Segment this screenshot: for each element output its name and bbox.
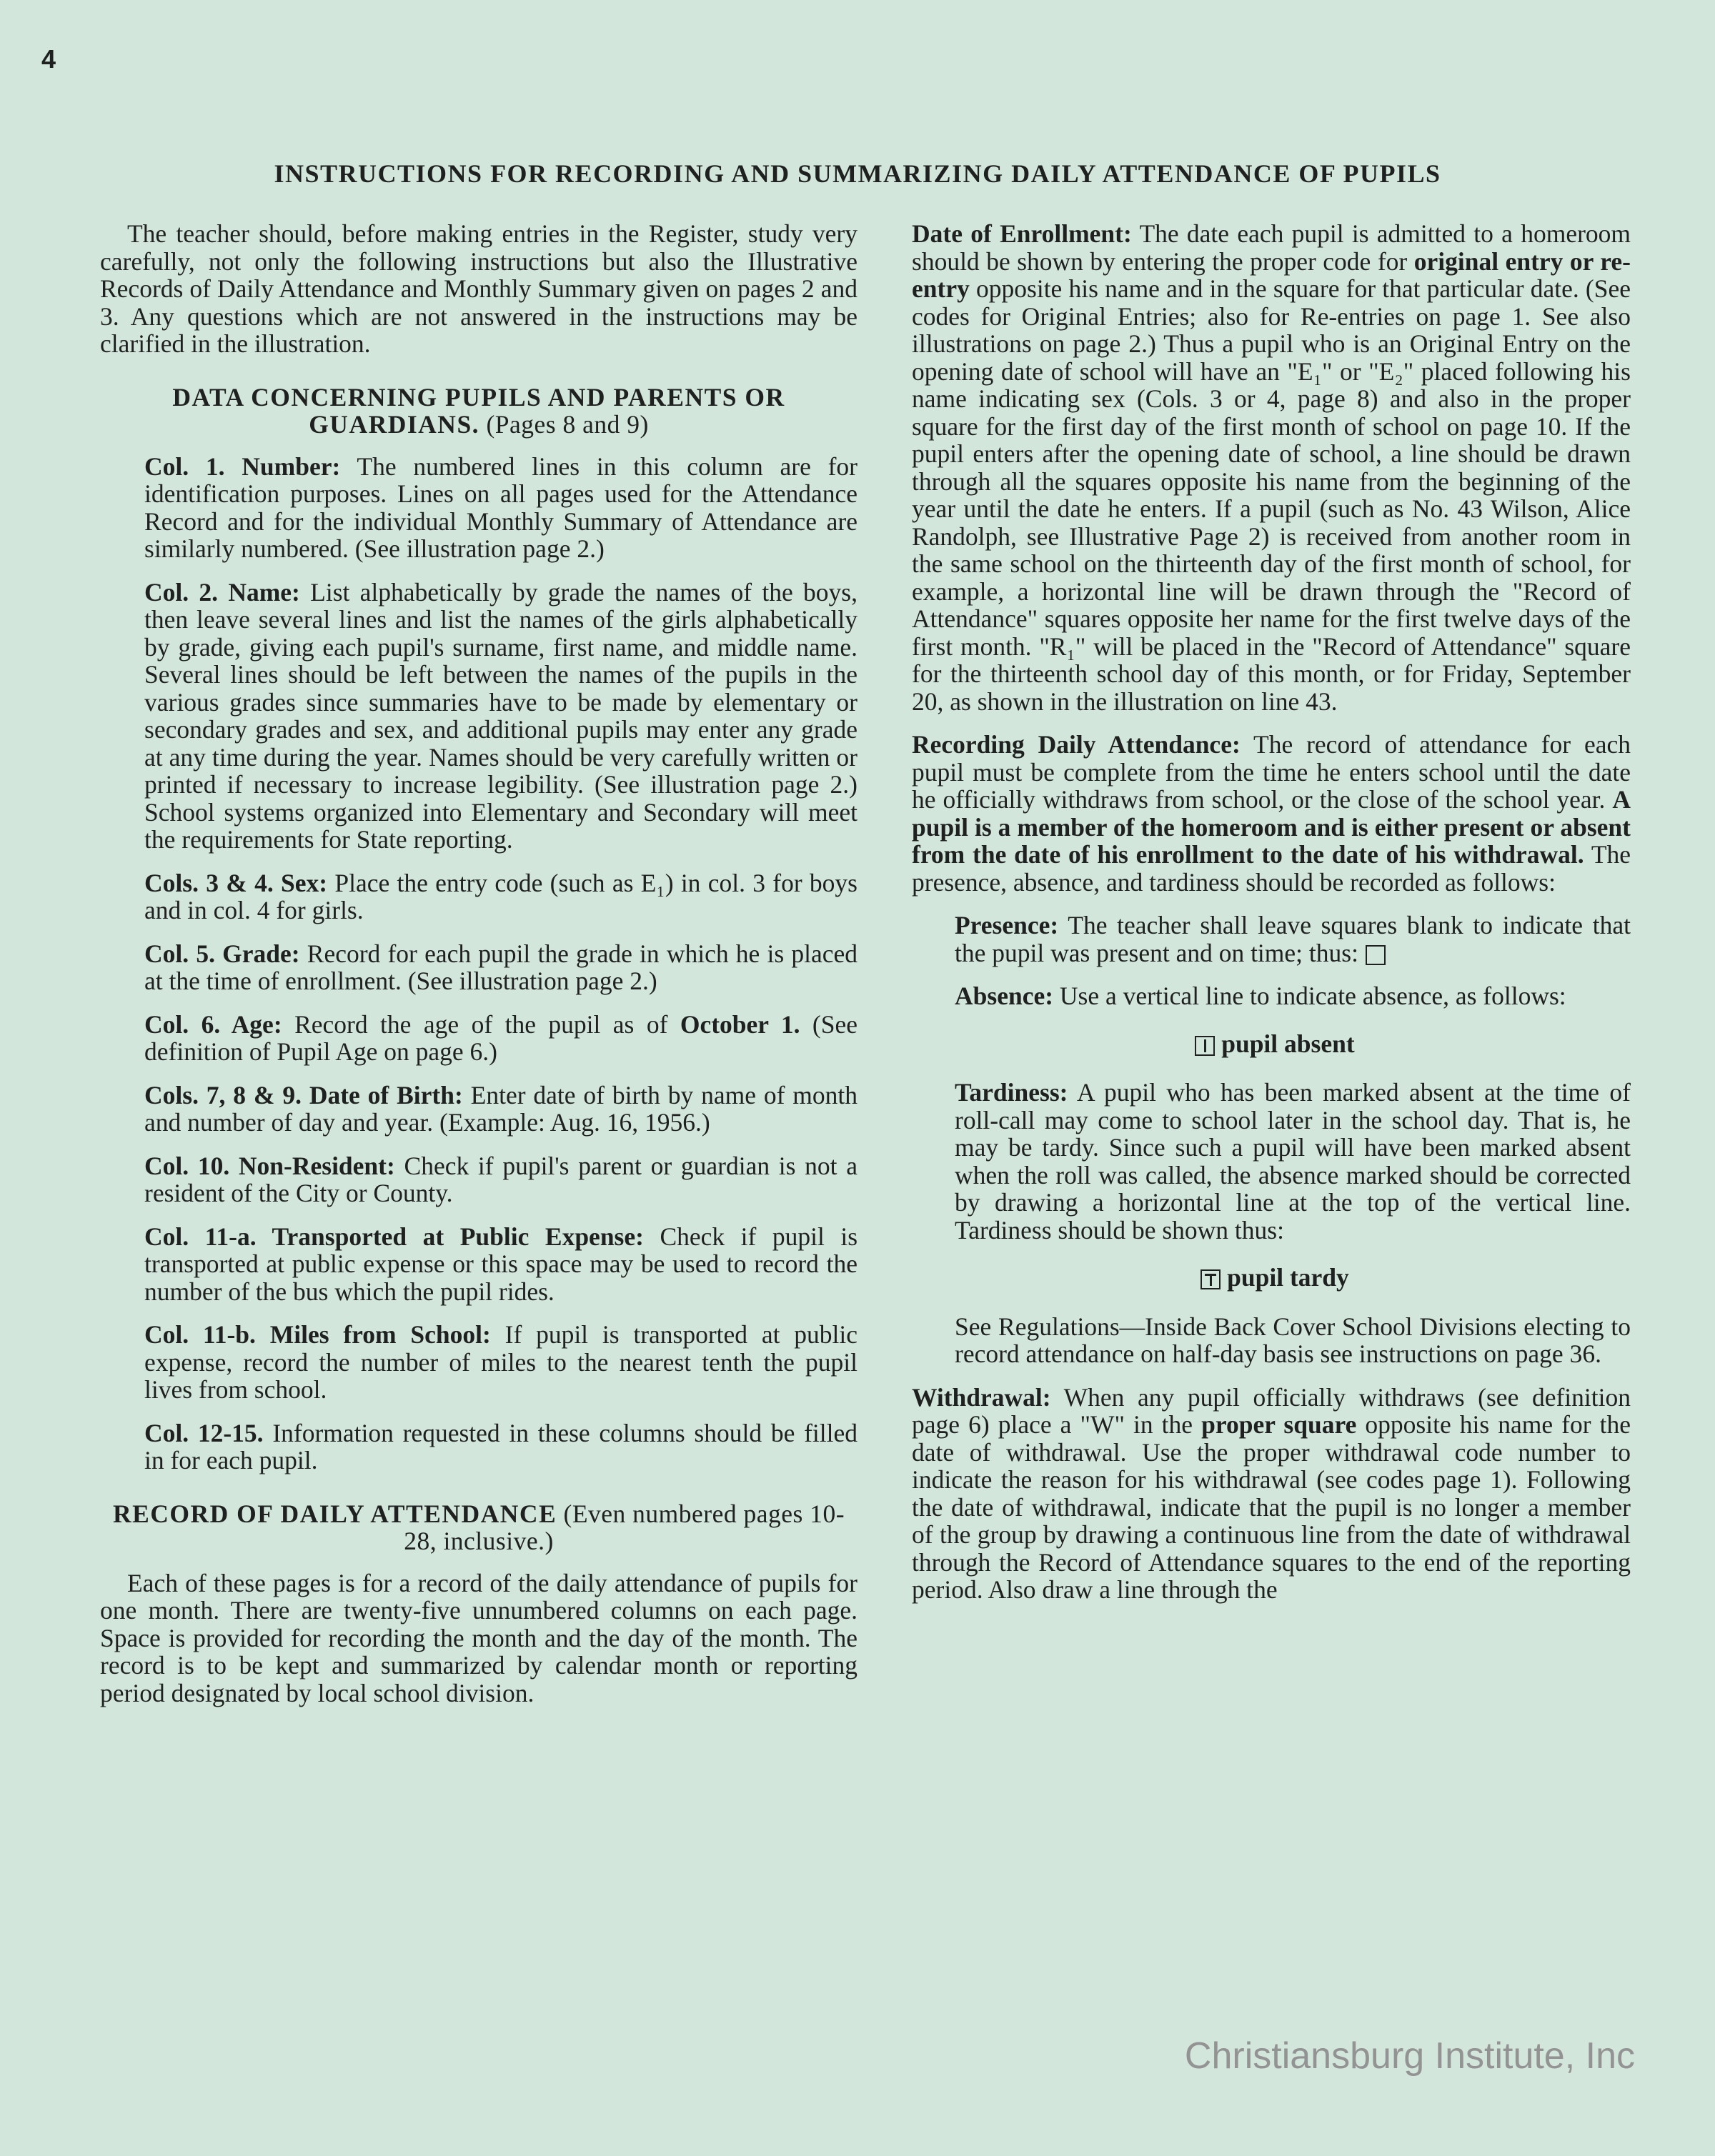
col-text: The numbered lines in this column are for identification purposes. Lines on all pages used for the Attendance Record and for the individual Monthly Summary of Attendance are similarly numbered. (See illustration page 2.) (144, 451, 858, 563)
withdrawal-bold: proper square (1201, 1410, 1357, 1439)
section-heading-pages: (Pages 8 and 9) (486, 410, 649, 439)
withdrawal-label: Withdrawal: (912, 1382, 1051, 1412)
absence-text: Use a vertical line to indicate absence, as follows: (1059, 982, 1566, 1010)
col-label: Col. 5. Grade: (144, 939, 300, 968)
section-heading-text: RECORD OF DAILY ATTENDANCE (112, 1499, 557, 1528)
recording-text-1: The record of attendance for each pupil must be complete from the time he enters school until the date he officially withdraws from school, or the close of the school year. (912, 730, 1631, 814)
col-2-entry (144, 579, 858, 854)
withdrawal-paragraph (912, 1384, 1631, 1604)
col-label: Col. 1. Number: (144, 451, 341, 481)
tardiness-example (912, 1264, 1631, 1292)
col-label: Col. 12-15. (144, 1418, 264, 1447)
page-title: INSTRUCTIONS FOR RECORDING AND SUMMARIZING DAILY ATTENDANCE OF PUPILS (274, 159, 1441, 188)
section-heading-data (100, 384, 858, 439)
tardiness-text: A pupil who has been marked absent at the time of roll-call may come to school later in the school day. That is, he may be tardy. Since such a pupil will have been marked absent when the roll was called, the absence marked should be corrected by drawing a horizontal line at the top of the vertical line. Tardiness should be shown thus: (955, 1078, 1631, 1244)
withdrawal-text-1: When any pupil officially withdraws (see definition page 6) place a "W" in the (912, 1382, 1631, 1439)
col-12-15-entry (144, 1419, 858, 1474)
col-7-9-entry (144, 1082, 858, 1137)
right-column (912, 220, 1631, 1620)
section-heading-attendance (100, 1500, 858, 1555)
absence-paragraph (955, 982, 1631, 1010)
regulations-paragraph: See Regulations—Inside Back Cover School Divisions electing to record attendance on half-day basis see instructions on page 36. (955, 1312, 1631, 1368)
col-label: Col. 11-a. Transported at Public Expense: (144, 1222, 644, 1251)
enrollment-bold: original entry or re-entry (912, 246, 1631, 303)
col-label: Cols. 7, 8 & 9. Date of Birth: (144, 1080, 463, 1109)
col-text: Record for each pupil the grade in which he is placed at the time of enrollment. (See illustration page 2.) (144, 939, 858, 995)
attendance-paragraph: Each of these pages is for a record of the daily attendance of pupils for one month. There are twenty-five unnumbered columns on each page. Space is provided for recording the month and the day of the month. The record is to be kept and summarized by calendar month or reporting period designated by local school division. (100, 1568, 858, 1707)
enrollment-paragraph (912, 220, 1631, 715)
presence-paragraph (955, 912, 1631, 967)
col-bold-tail: October 1. (680, 1009, 800, 1039)
col-6-entry (144, 1011, 858, 1066)
section-heading-text: DATA CONCERNING PUPILS AND PARENTS OR GUARDIANS. (172, 382, 785, 439)
col-11b-entry (144, 1321, 858, 1404)
tardiness-example-label: pupil tardy (1227, 1263, 1349, 1292)
col-text: Check if pupil's parent or guardian is not a resident of the City or County. (144, 1151, 858, 1207)
page-number: 4 (41, 44, 56, 74)
watermark: Christiansburg Institute, Inc (1184, 2035, 1635, 2077)
section-heading-pages: (Even numbered pages 10-28, inclusive.) (404, 1499, 845, 1555)
presence-label: Presence: (955, 911, 1059, 939)
recording-bold: A pupil is a member of the homeroom and is either present or absent from the date of his enrollment to the date of his withdrawal. (912, 785, 1631, 869)
col-text: Information requested in these columns should be filled in for each pupil. (144, 1418, 858, 1474)
col-text: List alphabetically by grade the names of the boys, then leave several lines and list the names of the girls alphabetically by grade, giving each pupil's surname, first name, and middle name. Several lines should be left between the names of the pupils in the various grades since summaries have to be made by elementary or secondary grades and sex, and additional pupils may enter any grade at any time during the year. Names should be very carefully written or printed if necessary to increase legibility. (See illustration page 2.) School systems organized into Elementary and Secondary will meet the requirements for State reporting. (144, 577, 858, 854)
empty-square-icon (1366, 945, 1386, 965)
col-1-entry (144, 453, 858, 563)
recording-paragraph (912, 731, 1631, 896)
absence-example (912, 1030, 1631, 1058)
col-5-entry (144, 940, 858, 995)
left-column (100, 220, 858, 1722)
enrollment-text-1: The date each pupil is admitted to a homeroom should be shown by entering the proper code for (912, 219, 1631, 276)
col-label: Cols. 3 & 4. Sex: (144, 868, 328, 897)
col-label: Col. 2. Name: (144, 577, 300, 607)
col-tail: (See definition of Pupil Age on page 6.) (144, 1009, 858, 1066)
col-3-4-entry (144, 869, 858, 924)
absent-square-icon (1195, 1036, 1215, 1056)
col-10-entry (144, 1152, 858, 1207)
col-text: Check if pupil is transported at public expense or this space may be used to record the number of the bus which the pupil rides. (144, 1222, 858, 1306)
recording-label: Recording Daily Attendance: (912, 730, 1241, 759)
enrollment-text-2: opposite his name and in the square for that particular date. (See codes for Original Entries; also for Re-entries on page 1. See also illustrations on page 2.) Thus a pupil who is an Original Entry on the opening date of school will have an "E₁" or "E₂" placed following his name indicating sex (Cols. 3 or 4, page 8) and also in the proper square for the first day of the first month of school on page 10. If the pupil enters after the opening date of school, a line should be drawn through all the squares opposite his name from the beginning of the year until the date he enters. If a pupil (such as No. 43 Wilson, Alice Randolph, see Illustrative Page 2) is received from another room in the same school on the thirteenth day of the first month of school, for example, a horizontal line will be drawn through the "Record of Attendance" squares opposite her name for the first twelve days of the first month. "R₁" will be placed in the "Record of Attendance" square for the thirteenth school day of this month, or for Friday, September 20, as shown in the illustration on line 43. (912, 274, 1631, 716)
tardy-square-icon (1200, 1269, 1221, 1289)
col-text: Place the entry code (such as E₁) in col. 3 for boys and in col. 4 for girls. (144, 868, 858, 924)
intro-paragraph: The teacher should, before making entries in the Register, study very carefully, not only the following instructions but also the Illustrative Records of Daily Attendance and Monthly Summary given on pages 2 and 3. Any questions which are not answered in the instructions may be clarified in the illustration. (100, 219, 858, 358)
col-text: If pupil is transported at public expense, record the number of miles to the nearest tenth the pupil lives from school. (144, 1320, 858, 1404)
enrollment-label: Date of Enrollment: (912, 219, 1132, 248)
tardiness-paragraph (955, 1079, 1631, 1244)
col-label: Col. 6. Age: (144, 1009, 282, 1039)
recording-text-2: The presence, absence, and tardiness should be recorded as follows: (912, 840, 1631, 897)
col-text: Enter date of birth by name of month and number of day and year. (Example: Aug. 16, 1956.) (144, 1080, 858, 1137)
presence-text: The teacher shall leave squares blank to indicate that the pupil was present and on time; thus: (955, 911, 1631, 967)
absence-example-label: pupil absent (1221, 1029, 1355, 1058)
tardiness-label: Tardiness: (955, 1078, 1068, 1107)
col-label: Col. 11-b. Miles from School: (144, 1320, 491, 1349)
col-11a-entry (144, 1223, 858, 1306)
col-text: Record the age of the pupil as of (294, 1009, 668, 1039)
absence-label: Absence: (955, 982, 1054, 1010)
col-label: Col. 10. Non-Resident: (144, 1151, 395, 1180)
withdrawal-text-2: opposite his name for the date of withdrawal. Use the proper withdrawal code number to indicate the reason for his withdrawal (see codes page 1). Following the date of withdrawal, indicate that the pupil is no longer a member of the group by drawing a continuous line from the date of withdrawal through the Record of Attendance squares to the end of the reporting period. Also draw a line through the (912, 1410, 1631, 1604)
